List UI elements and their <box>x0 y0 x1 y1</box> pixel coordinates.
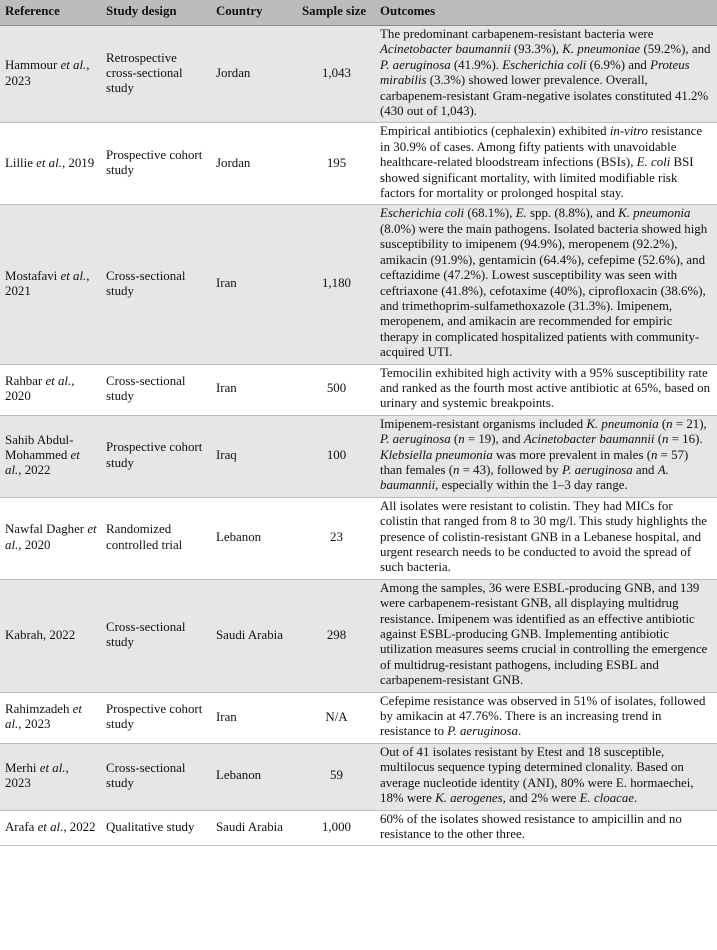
cell-study-design: Prospective cohort study <box>101 692 211 743</box>
cell-outcomes: 60% of the isolates showed resistance to ampicillin and no resistance to the other three. <box>375 810 717 846</box>
cell-sample-size: 1,000 <box>297 810 375 846</box>
header-sample-size: Sample size <box>297 0 375 26</box>
table-row <box>0 205 717 364</box>
cell-country: Saudi Arabia <box>211 579 297 692</box>
cell-sample-size: 500 <box>297 364 375 415</box>
cell-outcomes: Escherichia coli (68.1%), E. spp. (8.8%), and K. pneumonia (8.0%) were the main pathogens. Isolated bacteria showed high susceptibility to imipenem (94.9%), meropenem (92.2%), amikacin (91.9%), gentamicin (64.4%), cefepime (52.6%), and ceftazidime (47.2%). Lowest susceptibility was seen with ceftriaxone (41.8%), cefotaxime (40%), ciprofloxacin (38.6%), and trimethoprim-sulfamethoxazole (31.3%). Imipenem, meropenem, and amikacin are recommended for empiric therapy in complicated hospitalized patients with community-acquired UTI. <box>375 205 717 364</box>
cell-country: Iran <box>211 692 297 743</box>
cell-study-design: Cross-sectional study <box>101 743 211 810</box>
cell-reference: Mostafavi et al., 2021 <box>0 205 101 364</box>
cell-country: Saudi Arabia <box>211 810 297 846</box>
table-row <box>0 364 717 415</box>
header-row <box>0 0 717 26</box>
cell-study-design: Prospective cohort study <box>101 123 211 205</box>
cell-outcomes: Cefepime resistance was observed in 51% of isolates, followed by amikacin at 47.76%. There is an increasing trend in resistance to P. aeruginosa. <box>375 692 717 743</box>
table-row <box>0 810 717 846</box>
cell-study-design: Cross-sectional study <box>101 205 211 364</box>
cell-reference: Kabrah, 2022 <box>0 579 101 692</box>
cell-country: Lebanon <box>211 497 297 579</box>
cell-country: Iran <box>211 205 297 364</box>
cell-sample-size: 298 <box>297 579 375 692</box>
cell-study-design: Cross-sectional study <box>101 579 211 692</box>
cell-reference: Hammour et al., 2023 <box>0 26 101 123</box>
cell-sample-size: 1,180 <box>297 205 375 364</box>
cell-sample-size: 100 <box>297 415 375 497</box>
cell-sample-size: 59 <box>297 743 375 810</box>
table-row <box>0 123 717 205</box>
cell-study-design: Cross-sectional study <box>101 364 211 415</box>
table-row <box>0 692 717 743</box>
cell-reference: Sahib Abdul-Mohammed et al., 2022 <box>0 415 101 497</box>
table-row <box>0 579 717 692</box>
table-row <box>0 415 717 497</box>
header-country: Country <box>211 0 297 26</box>
cell-reference: Arafa et al., 2022 <box>0 810 101 846</box>
cell-sample-size: 195 <box>297 123 375 205</box>
cell-study-design: Randomized controlled trial <box>101 497 211 579</box>
cell-country: Lebanon <box>211 743 297 810</box>
cell-outcomes: Out of 41 isolates resistant by Etest and 18 susceptible, multilocus sequence typing determined clonality. Based on average nucleotide identity (ANI), 80% were E. hormaechei, 18% were K. aerogenes, and 2% were E. cloacae. <box>375 743 717 810</box>
cell-outcomes: Temocilin exhibited high activity with a 95% susceptibility rate and ranked as the fourth most active antibiotic at 65%, based on urinary and systemic breakpoints. <box>375 364 717 415</box>
cell-country: Iran <box>211 364 297 415</box>
table-row <box>0 26 717 123</box>
cell-sample-size: N/A <box>297 692 375 743</box>
table-header <box>0 0 717 26</box>
table-row <box>0 743 717 810</box>
table-body <box>0 26 717 846</box>
cell-reference: Rahimzadeh et al., 2023 <box>0 692 101 743</box>
cell-country: Iraq <box>211 415 297 497</box>
table-row <box>0 497 717 579</box>
cell-country: Jordan <box>211 26 297 123</box>
cell-reference: Nawfal Dagher et al., 2020 <box>0 497 101 579</box>
cell-outcomes: The predominant carbapenem-resistant bacteria were Acinetobacter baumannii (93.3%), K. pneumoniae (59.2%), and P. aeruginosa (41.9%). Escherichia coli (6.9%) and Proteus mirabilis (3.3%) showed lower prevalence. Overall, carbapenem-resistant Gram-negative isolates constituted 41.2% (430 out of 1,043). <box>375 26 717 123</box>
cell-study-design: Qualitative study <box>101 810 211 846</box>
cell-country: Jordan <box>211 123 297 205</box>
cell-outcomes: All isolates were resistant to colistin. They had MICs for colistin that ranged from 8 to 30 mg/l. This study highlights the presence of colistin-resistant GNB in a Lebanese hospital, and urgent research needs to be conducted to avoid the spread of such bacteria. <box>375 497 717 579</box>
cell-outcomes: Among the samples, 36 were ESBL-producing GNB, and 139 were carbapenem-resistant GNB, all displaying multidrug resistance. Imipenem was identified as an effective antibiotic against ESBL-producing GNB. Implementing antibiotic utilization measures seems crucial in controlling the emergence of multidrug-resistant pathogens, including ESBL and carbapenem-resistant GNB. <box>375 579 717 692</box>
cell-outcomes: Empirical antibiotics (cephalexin) exhibited in-vitro resistance in 30.9% of cases. Among fifty patients with unavoidable healthcare-related bloodstream infections (BSIs), E. coli BSI showed significant mortality, with limited modifiable risk factors for mortality or prolonged hospital stay. <box>375 123 717 205</box>
cell-reference: Merhi et al., 2023 <box>0 743 101 810</box>
header-outcomes: Outcomes <box>375 0 717 26</box>
cell-sample-size: 23 <box>297 497 375 579</box>
cell-outcomes: Imipenem-resistant organisms included K. pneumonia (n = 21), P. aeruginosa (n = 19), and Acinetobacter baumannii (n = 16). Klebsiella pneumonia was more prevalent in males (n = 57) than females (n = 43), followed by P. aeruginosa and A. baumannii, especially within the 1–3 day range. <box>375 415 717 497</box>
cell-sample-size: 1,043 <box>297 26 375 123</box>
header-reference: Reference <box>0 0 101 26</box>
cell-reference: Lillie et al., 2019 <box>0 123 101 205</box>
cell-study-design: Retrospective cross-sectional study <box>101 26 211 123</box>
header-study-design: Study design <box>101 0 211 26</box>
cell-study-design: Prospective cohort study <box>101 415 211 497</box>
cell-reference: Rahbar et al., 2020 <box>0 364 101 415</box>
